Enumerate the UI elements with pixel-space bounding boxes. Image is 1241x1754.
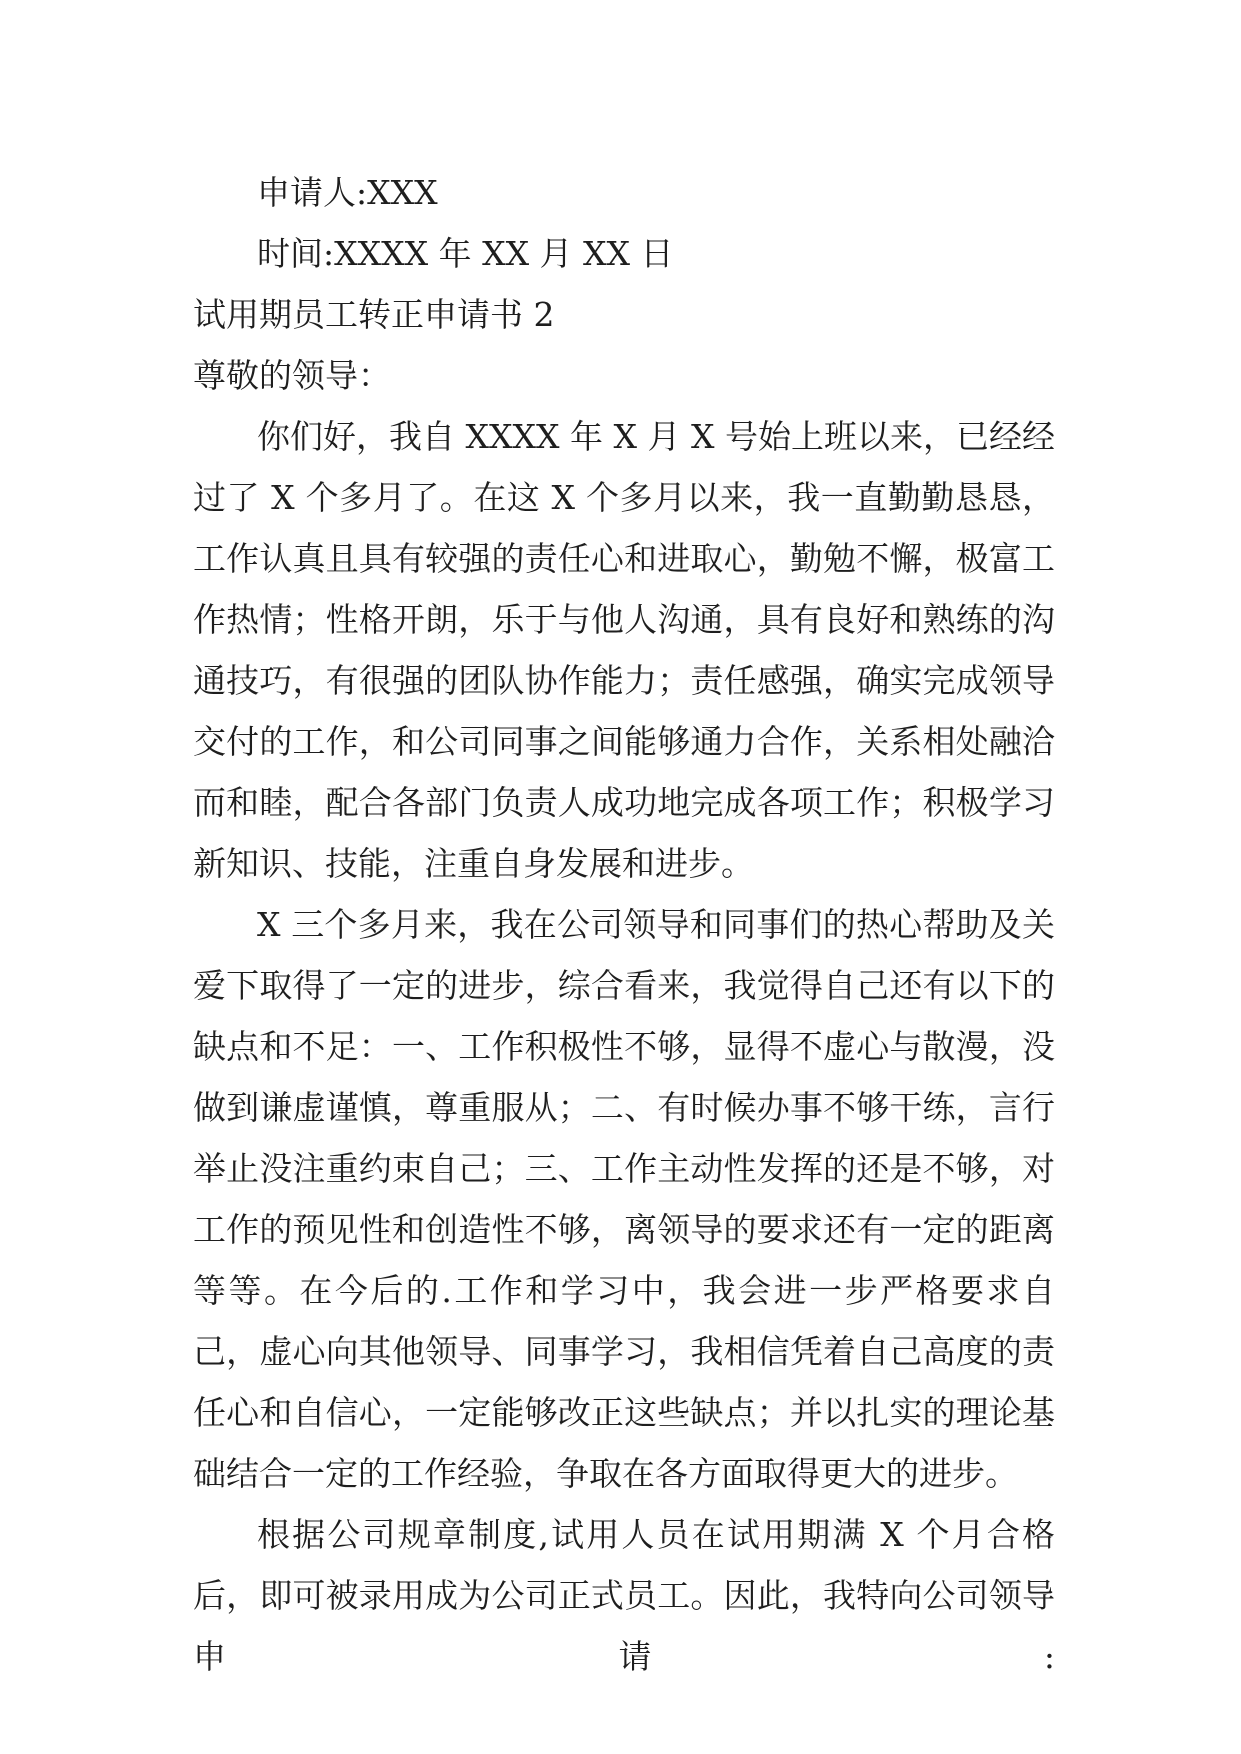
paragraph-application: 根据公司规章制度,试用人员在试用期满 X 个月合格后，即可被录用成为公司正式员工。因此，我特向公司领导申请:	[193, 1515, 1055, 1676]
document-body	[193, 162, 1055, 1687]
applicant-line: 申请人:XXX	[257, 173, 438, 212]
section-title: 试用期员工转正申请书 2	[193, 295, 555, 334]
paragraph-shortcomings: X 三个多月来，我在公司领导和同事们的热心帮助及关爱下取得了一定的进步，综合看来，我觉得自己还有以下的缺点和不足：一、工作积极性不够，显得不虚心与散漫，没做到谦虚谨慎，尊重服从；二、有时候办事不够干练，言行举止没注重约束自己；三、工作主动性发挥的还是不够，对工作的预见性和创造性不够，离领导的要求还有一定的距离等等。在今后的.工作和学习中，我会进一步严格要求自己，虚心向其他领导、同事学习，我相信凭着自己高度的责任心和自信心，一定能够改正这些缺点；并以扎实的理论基础结合一定的工作经验，争取在各方面取得更大的进步。	[193, 905, 1055, 1493]
paragraph-self-evaluation: 你们好，我自 XXXX 年 X 月 X 号始上班以来，已经经过了 X 个多月了。在这 X 个多月以来，我一直勤勤恳恳，工作认真且具有较强的责任心和进取心，勤勉不懈，极富工作热情；性格开朗，乐于与他人沟通，具有良好和熟练的沟通技巧，有很强的团队协作能力；责任感强，确实完成领导交付的工作，和公司同事之间能够通力合作，关系相处融洽而和睦，配合各部门负责人成功地完成各项工作；积极学习新知识、技能，注重自身发展和进步。	[193, 417, 1055, 883]
date-line: 时间:XXXX 年 XX 月 XX 日	[257, 234, 674, 273]
salutation: 尊敬的领导：	[193, 356, 391, 395]
